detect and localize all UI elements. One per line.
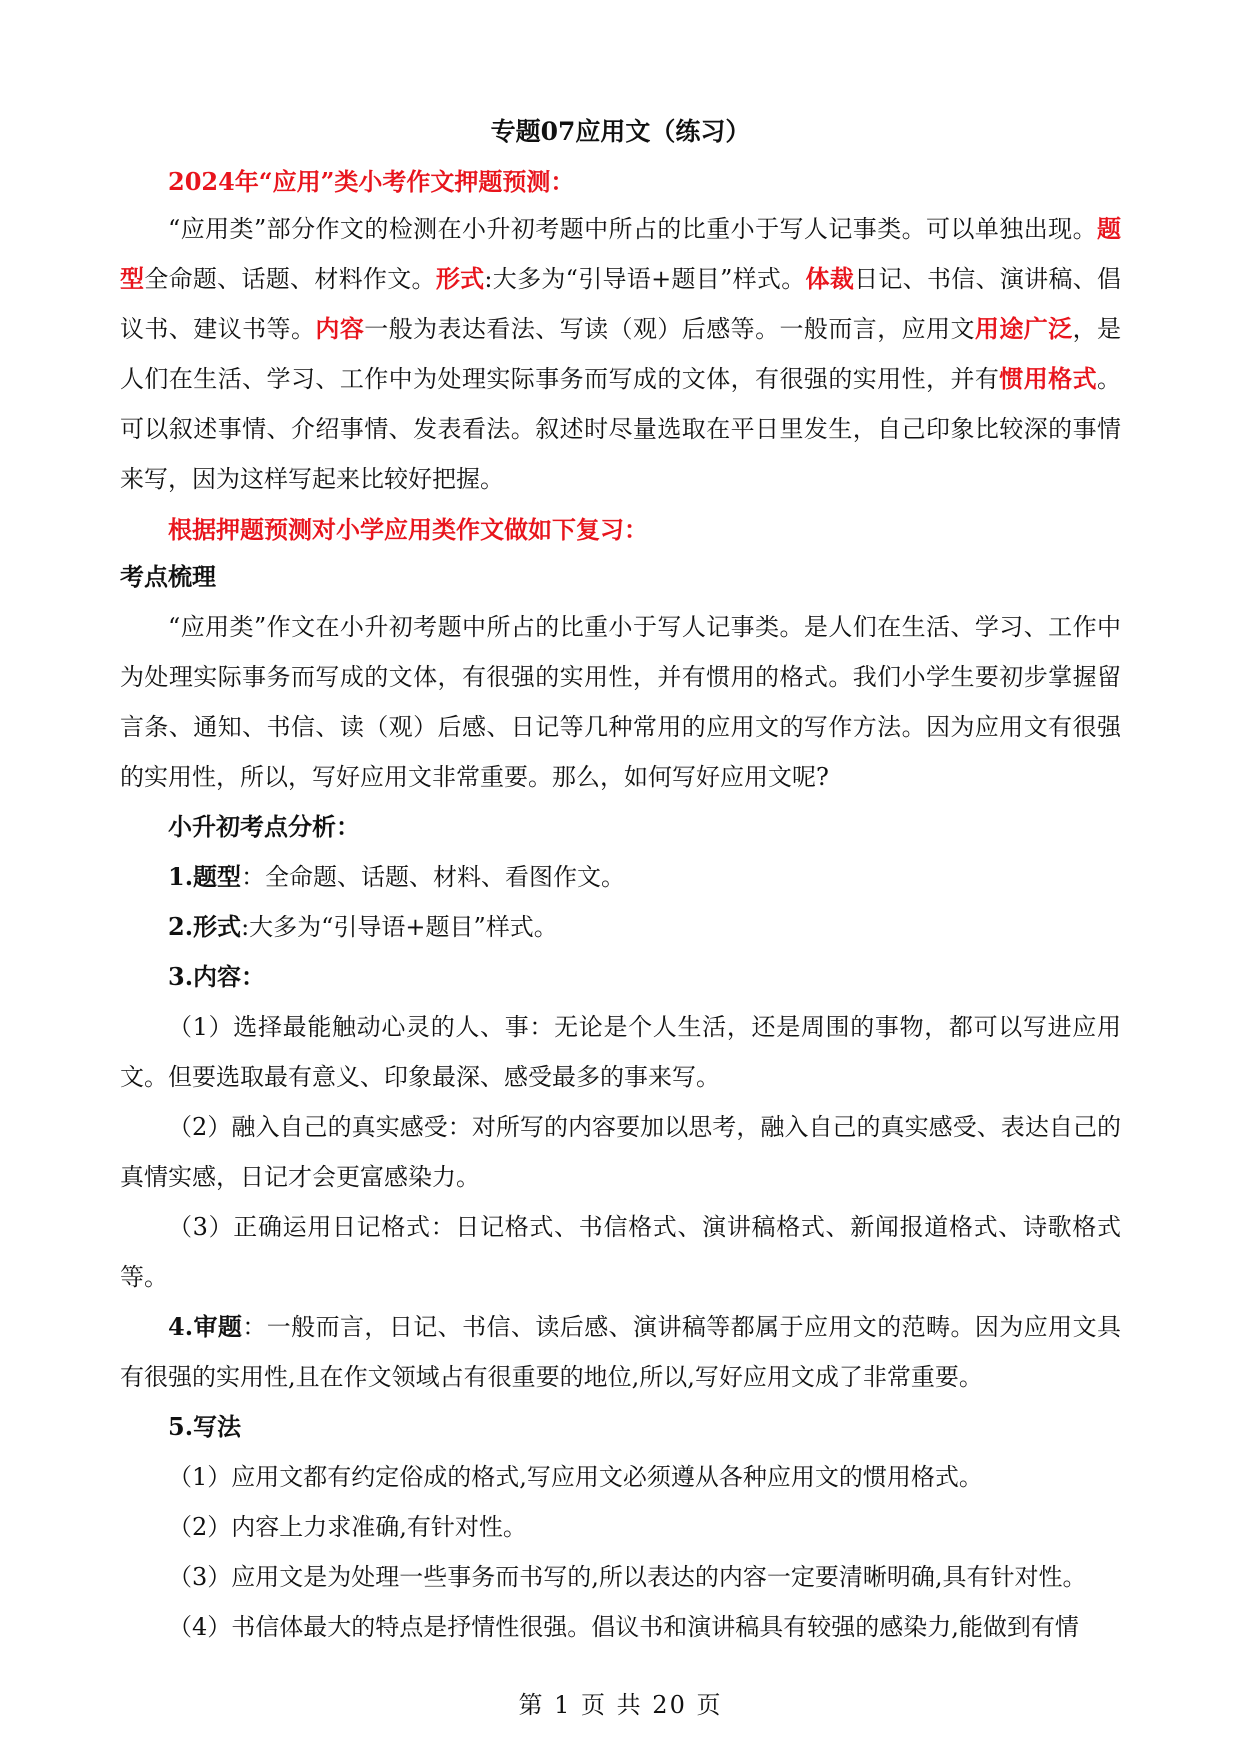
page-number-footer: 第 1 页 共 20 页: [518, 1691, 723, 1719]
analysis-heading: 小升初考点分析：: [168, 812, 360, 841]
point-1-text: ：全命题、话题、材料、看图作文。: [241, 863, 626, 891]
analysis-point-3-label: 3.内容：: [168, 962, 266, 991]
prediction-heading: 2024年“应用”类小考作文押题预测：: [168, 167, 575, 196]
intro-paragraph: [120, 204, 1121, 504]
page-title: 专题07应用文（练习）: [490, 117, 751, 146]
intro-text-7: 。可以叙述事情、介绍事情、发表看法。叙述时尽量选取在平日里发生，自己印象比较深的事情来写，因为这样写起来比较好把握。: [120, 365, 1121, 493]
point-2-label: 2.形式: [168, 912, 242, 941]
label-form: 形式: [435, 264, 485, 293]
writing-item-1: （1）应用文都有约定俗成的格式,写应用文必须遵从各种应用文的惯用格式。: [168, 1463, 983, 1491]
label-use: 用途广泛: [974, 314, 1073, 343]
content-item-2: （2）融入自己的真实感受：对所写的内容要加以思考，融入自己的真实感受、表达自己的真情实感，日记才会更富感染力。: [120, 1113, 1121, 1191]
content-item-3: （3）正确运用日记格式：日记格式、书信格式、演讲稿格式、新闻报道格式、诗歌格式等。: [120, 1213, 1121, 1291]
writing-item-2: （2）内容上力求准确,有针对性。: [168, 1513, 527, 1541]
intro-text-3: :大多为“引导语+题目”样式。: [484, 265, 806, 293]
writing-item-3: （3）应用文是为处理一些事务而书写的,所以表达的内容一定要清晰明确,具有针对性。: [168, 1563, 1087, 1591]
writing-item-4: （4）书信体最大的特点是抒情性很强。倡议书和演讲稿具有较强的感染力,能做到有情: [168, 1613, 1079, 1641]
analysis-point-2: [120, 902, 1121, 952]
content-item-1: （1）选择最能触动心灵的人、事：无论是个人生活，还是周围的事物，都可以写进应用文。但要选取最有意义、印象最深、感受最多的事来写。: [120, 1013, 1121, 1091]
label-type: 题型: [120, 214, 1121, 293]
label-genre: 体裁: [805, 264, 855, 293]
point-4-text: ：一般而言，日记、书信、读后感、演讲稿等都属于应用文的范畴。因为应用文具有很强的实用性,且在作文领域占有很重要的地位,所以,写好应用文成了非常重要。: [120, 1313, 1122, 1391]
label-format: 惯用格式: [999, 364, 1097, 393]
kaodian-heading: 考点梳理: [120, 562, 216, 591]
kaodian-paragraph: “应用类”作文在小升初考题中所占的比重小于写人记事类。是人们在生活、学习、工作中为处理实际事务而写成的文体，有很强的实用性，并有惯用的格式。我们小学生要初步掌握留言条、通知、书信、读（观）后感、日记等几种常用的应用文的写作方法。因为应用文有很强的实用性，所以，写好应用文非常重要。那么，如何写好应用文呢?: [120, 613, 1121, 791]
point-1-label: 1.题型: [168, 862, 242, 891]
review-heading: 根据押题预测对小学应用类作文做如下复习：: [168, 515, 648, 544]
point-2-text: :大多为“引导语+题目”样式。: [241, 913, 558, 941]
point-4-label: 4.审题: [168, 1312, 243, 1341]
analysis-point-1: [120, 852, 1121, 902]
analysis-point-5-label: 5.写法: [168, 1412, 242, 1441]
analysis-point-4: [120, 1302, 1121, 1402]
label-content: 内容: [315, 314, 365, 343]
intro-text-5: 一般为表达看法、写读（观）后感等。一般而言，应用文: [364, 315, 975, 343]
intro-text-6: ，是人们在生活、学习、工作中为处理实际事务而写成的文体，有很强的实用性，并有: [120, 315, 1122, 393]
intro-text-2: 全命题、话题、材料作文。: [144, 265, 436, 293]
intro-text-4: 日记、书信、演讲稿、倡议书、建议书等。: [120, 265, 1122, 343]
intro-text-1: “应用类”部分作文的检测在小升初考题中所占的比重小于写人记事类。可以单独出现。: [168, 215, 1097, 243]
